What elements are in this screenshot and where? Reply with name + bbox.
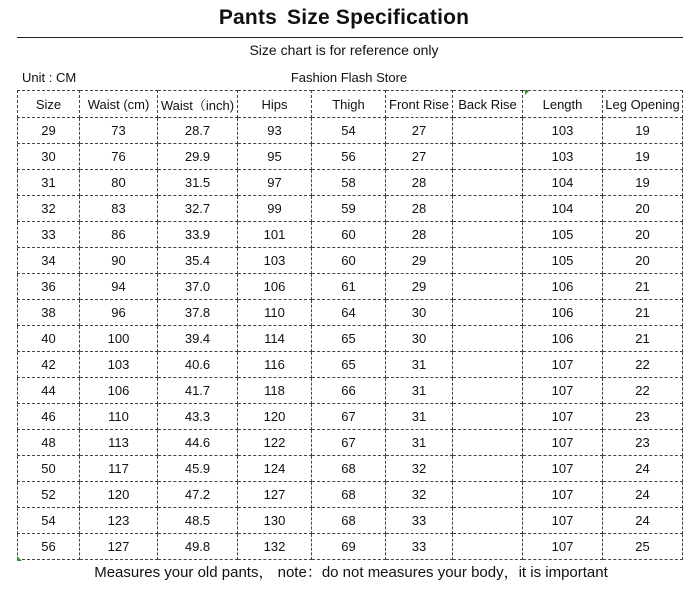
table-cell: 36 [18,274,80,300]
table-cell: 110 [238,300,312,326]
table-cell: 104 [523,196,603,222]
table-cell: 21 [603,274,683,300]
table-cell: 44 [18,378,80,404]
table-cell: 24 [603,508,683,534]
table-cell: 31 [386,404,453,430]
table-cell: 19 [603,170,683,196]
title-divider [17,37,683,38]
page-title [0,6,688,30]
table-row [18,196,683,222]
table-cell: 41.7 [158,378,238,404]
table-cell: 27 [386,144,453,170]
table-cell: 23 [603,430,683,456]
table-cell: 106 [523,326,603,352]
table-cell: 54 [18,508,80,534]
table-cell: 99 [238,196,312,222]
table-cell [453,430,523,456]
table-row [18,222,683,248]
table-cell: 96 [80,300,158,326]
table-cell: 43.3 [158,404,238,430]
table-cell: 45.9 [158,456,238,482]
table-cell: 38 [18,300,80,326]
table-cell: 31 [386,352,453,378]
table-cell [453,508,523,534]
table-cell: 101 [238,222,312,248]
table-cell: 28.7 [158,118,238,144]
table-cell: 120 [238,404,312,430]
table-cell: 94 [80,274,158,300]
table-cell: 95 [238,144,312,170]
table-cell: 21 [603,300,683,326]
column-header: Back Rise [453,91,523,118]
table-cell: 20 [603,222,683,248]
column-header: Hips [238,91,312,118]
table-cell: 116 [238,352,312,378]
table-cell: 60 [312,222,386,248]
table-cell: 50 [18,456,80,482]
table-cell: 28 [386,170,453,196]
table-cell: 19 [603,144,683,170]
table-cell: 25 [603,534,683,560]
table-cell: 56 [18,534,80,560]
table-cell: 20 [603,248,683,274]
table-cell: 106 [238,274,312,300]
table-cell [453,170,523,196]
table-cell: 106 [523,300,603,326]
table-cell: 47.2 [158,482,238,508]
table-cell: 59 [312,196,386,222]
size-table [17,90,683,560]
table-row [18,378,683,404]
table-cell: 29 [18,118,80,144]
column-header: Length [523,91,603,118]
table-cell: 118 [238,378,312,404]
table-row [18,508,683,534]
table-cell: 66 [312,378,386,404]
table-cell: 46 [18,404,80,430]
table-cell: 27 [386,118,453,144]
table-cell: 54 [312,118,386,144]
table-cell: 42 [18,352,80,378]
table-cell: 44.6 [158,430,238,456]
table-cell: 107 [523,482,603,508]
table-cell: 110 [80,404,158,430]
table-cell: 107 [523,352,603,378]
table-cell: 80 [80,170,158,196]
table-cell: 107 [523,508,603,534]
table-cell: 69 [312,534,386,560]
table-cell: 64 [312,300,386,326]
table-cell: 123 [80,508,158,534]
table-cell: 29 [386,248,453,274]
table-row [18,118,683,144]
table-row [18,534,683,560]
table-cell: 28 [386,196,453,222]
column-header: Thigh [312,91,386,118]
table-cell: 114 [238,326,312,352]
table-cell [453,482,523,508]
table-cell [453,378,523,404]
column-header: Leg Opening [603,91,683,118]
subtitle: Size chart is for reference only [249,42,439,58]
table-cell: 28 [386,222,453,248]
table-cell: 103 [523,144,603,170]
table-cell: 30 [386,300,453,326]
table-cell: 130 [238,508,312,534]
table-cell: 107 [523,456,603,482]
table-cell: 23 [603,404,683,430]
table-cell [453,222,523,248]
table-cell: 40.6 [158,352,238,378]
table-cell: 58 [312,170,386,196]
table-cell: 32 [386,482,453,508]
table-cell: 37.0 [158,274,238,300]
table-cell: 97 [238,170,312,196]
table-cell: 33 [386,508,453,534]
table-cell [453,352,523,378]
table-row [18,326,683,352]
table-cell: 93 [238,118,312,144]
table-cell: 103 [238,248,312,274]
table-cell: 48.5 [158,508,238,534]
table-row [18,248,683,274]
table-cell: 103 [523,118,603,144]
table-cell: 31 [18,170,80,196]
table-cell [453,118,523,144]
table-cell: 21 [603,326,683,352]
table-cell: 122 [238,430,312,456]
table-row [18,456,683,482]
table-cell: 67 [312,430,386,456]
table-cell [453,326,523,352]
table-cell: 29.9 [158,144,238,170]
table-cell [453,456,523,482]
table-cell: 68 [312,456,386,482]
table-cell: 35.4 [158,248,238,274]
table-cell: 37.8 [158,300,238,326]
table-cell: 68 [312,482,386,508]
table-row [18,430,683,456]
table-cell: 48 [18,430,80,456]
table-cell: 106 [80,378,158,404]
unit-label: Unit : CM [22,70,77,85]
title-part-pants: Pants [218,6,278,29]
footer-note: Measures your old pants， note：do not measures your body，it is important [94,564,608,581]
table-cell: 107 [523,534,603,560]
column-header: Size [18,91,80,118]
table-body [18,118,683,560]
table-cell: 34 [18,248,80,274]
table-cell: 32 [18,196,80,222]
table-cell: 68 [312,508,386,534]
table-row [18,144,683,170]
table-cell: 73 [80,118,158,144]
table-cell: 132 [238,534,312,560]
table-cell: 107 [523,404,603,430]
table-cell: 65 [312,352,386,378]
table-cell: 104 [523,170,603,196]
table-cell: 86 [80,222,158,248]
table-cell: 103 [80,352,158,378]
table-cell: 56 [312,144,386,170]
table-cell: 30 [18,144,80,170]
table-cell: 60 [312,248,386,274]
table-cell: 52 [18,482,80,508]
table-cell: 120 [80,482,158,508]
table-row [18,170,683,196]
column-header: Waist (cm) [80,91,158,118]
table-cell: 30 [386,326,453,352]
table-cell [453,196,523,222]
table-cell: 107 [523,378,603,404]
table-cell: 22 [603,378,683,404]
table-cell [453,404,523,430]
table-cell: 31.5 [158,170,238,196]
table-cell: 117 [80,456,158,482]
table-cell: 107 [523,430,603,456]
table-cell: 90 [80,248,158,274]
table-cell [453,144,523,170]
table-cell: 39.4 [158,326,238,352]
table-cell: 124 [238,456,312,482]
column-header: Waist（inch) [158,91,238,118]
table-cell: 76 [80,144,158,170]
column-header: Front Rise [386,91,453,118]
table-row [18,274,683,300]
table-cell: 32 [386,456,453,482]
table-cell: 24 [603,456,683,482]
table-cell: 100 [80,326,158,352]
table-cell: 31 [386,430,453,456]
table-cell: 105 [523,248,603,274]
table-cell: 20 [603,196,683,222]
table-cell: 113 [80,430,158,456]
table-cell: 106 [523,274,603,300]
table-cell: 61 [312,274,386,300]
table-cell: 67 [312,404,386,430]
table-cell: 33 [386,534,453,560]
table-row [18,352,683,378]
table-cell: 19 [603,118,683,144]
table-cell: 127 [238,482,312,508]
title-part-spec: Size Specification [287,6,470,29]
table-row [18,404,683,430]
table-cell: 24 [603,482,683,508]
table-cell: 31 [386,378,453,404]
store-name: Fashion Flash Store [290,70,408,85]
table-cell: 32.7 [158,196,238,222]
table-cell [453,274,523,300]
table-row [18,482,683,508]
table-cell [453,248,523,274]
table-cell: 33.9 [158,222,238,248]
table-cell: 65 [312,326,386,352]
table-header-row [18,91,683,118]
table-cell: 127 [80,534,158,560]
table-cell: 33 [18,222,80,248]
table-row [18,300,683,326]
table-cell: 29 [386,274,453,300]
table-cell [453,300,523,326]
corner-marker [525,90,530,95]
table-cell: 40 [18,326,80,352]
table-cell [453,534,523,560]
table-cell: 49.8 [158,534,238,560]
table-cell: 105 [523,222,603,248]
table-cell: 22 [603,352,683,378]
table-cell: 83 [80,196,158,222]
